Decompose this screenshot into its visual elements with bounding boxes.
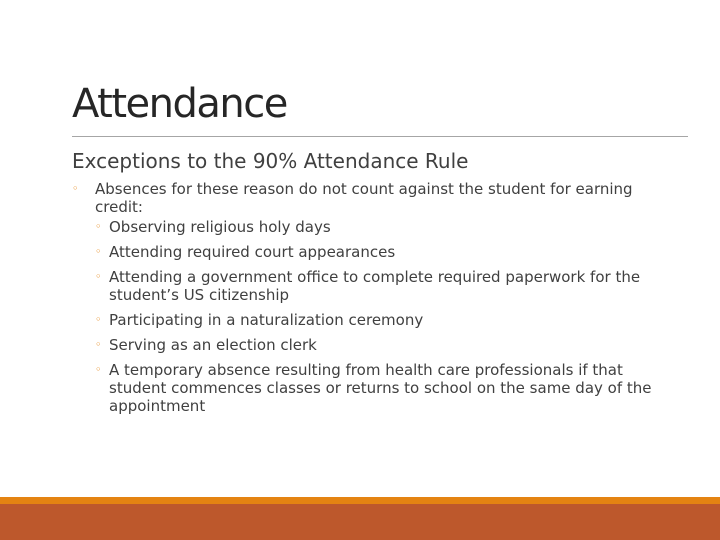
bullet-icon: ◦ xyxy=(72,182,79,195)
sub-bullet-item xyxy=(95,243,672,261)
slide-title: Attendance xyxy=(72,81,287,127)
slide-content xyxy=(72,147,672,422)
sub-bullet-list xyxy=(95,218,672,415)
bullet-icon: ◦ xyxy=(95,220,102,233)
main-bullet-text: Absences for these reason do not count against the student for earning credit: xyxy=(95,180,633,216)
title-divider xyxy=(72,136,688,137)
footer-bar xyxy=(0,504,720,540)
sub-bullet-text: Attending a government office to complete required paperwork for the student’s US citizenship xyxy=(109,268,641,304)
bullet-icon: ◦ xyxy=(95,363,102,376)
bullet-icon: ◦ xyxy=(95,270,102,283)
sub-bullet-text: Participating in a naturalization ceremony xyxy=(109,311,424,329)
sub-bullet-item xyxy=(95,336,672,354)
sub-bullet-text: A temporary absence resulting from health care professionals if that student commences classes or returns to school on the same day of the appointment xyxy=(109,361,652,415)
bullet-icon: ◦ xyxy=(95,245,102,258)
sub-bullet-item xyxy=(95,268,672,304)
bullet-icon: ◦ xyxy=(95,313,102,326)
sub-bullet-text: Serving as an election clerk xyxy=(109,336,317,354)
sub-bullet-item xyxy=(95,311,672,329)
main-bullet-item xyxy=(72,180,672,415)
sub-bullet-text: Attending required court appearances xyxy=(109,243,396,261)
sub-bullet-item xyxy=(95,218,672,236)
sub-bullet-item xyxy=(95,361,672,415)
main-bullet-list xyxy=(72,180,672,415)
sub-bullet-text: Observing religious holy days xyxy=(109,218,331,236)
footer-accent-stripe xyxy=(0,497,720,504)
bullet-icon: ◦ xyxy=(95,338,102,351)
slide-heading: Exceptions to the 90% Attendance Rule xyxy=(72,149,469,173)
